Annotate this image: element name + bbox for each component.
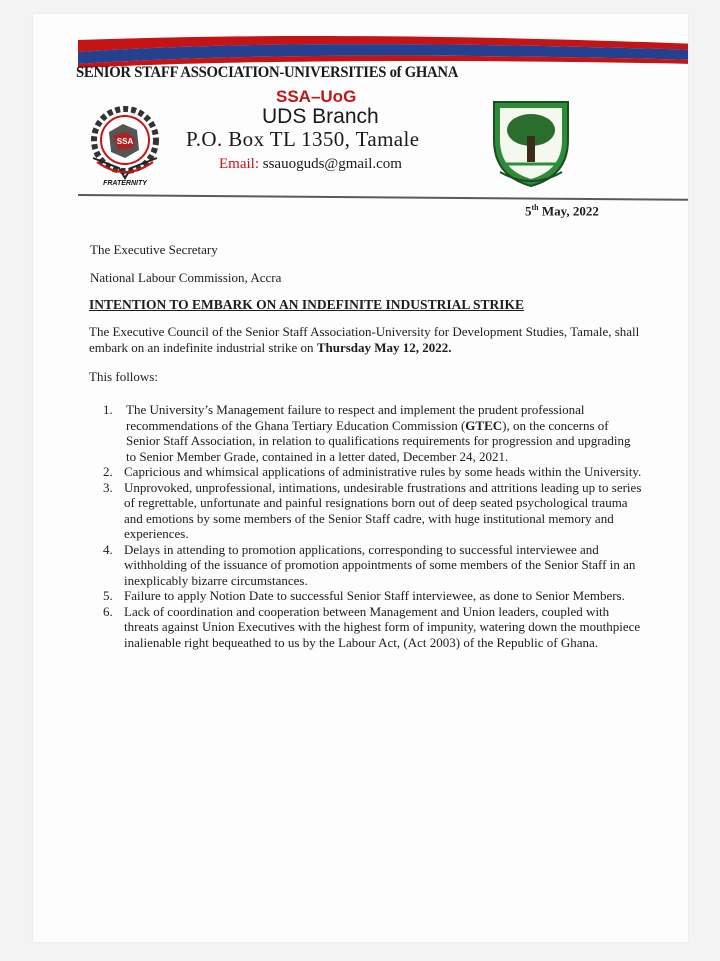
list-number: 6.	[103, 603, 113, 619]
email-address: ssauoguds@gmail.com	[262, 156, 402, 172]
email-line	[219, 156, 402, 173]
letter-page	[33, 14, 688, 942]
date-suffix: th	[531, 203, 539, 212]
branch-name: UDS Branch	[262, 105, 379, 128]
date-day: 5	[525, 203, 532, 219]
list-number: 1.	[103, 402, 113, 417]
recipient-organisation: National Labour Commission, Accra	[90, 270, 282, 285]
list-text-part: The University’s Management failure to respect and implement the prudent professional recommendations of the Ghana Tertiary Education Commission (	[126, 402, 585, 433]
list-item	[103, 480, 643, 542]
list-number: 5.	[103, 588, 113, 603]
letter-heading: INTENTION TO EMBARK ON AN INDEFINITE INDUSTRIAL STRIKE	[89, 297, 524, 312]
list-number: 3.	[103, 479, 113, 495]
list-number: 2.	[103, 464, 113, 479]
list-item	[103, 604, 643, 651]
intro-text: The Executive Council of the Senior Staff Association-University for Development Studies, Tamale, shall embark on an indefinite industrial strike on	[89, 324, 640, 355]
list-item	[103, 588, 643, 604]
list-text: Capricious and whimsical applications of administrative rules by some heads within the University.	[124, 464, 642, 479]
grievance-list	[103, 402, 643, 650]
list-text-bold: GTEC	[465, 417, 503, 433]
recipient-title: The Executive Secretary	[90, 242, 218, 257]
list-text: Unprovoked, unprofessional, intimations, undesirable frustrations and attritions leading up to series of regrettable, unfortunate and painful resignations born out of deep seated psychological trauma and emotions by some members of the Senior Staff cadre, with huge institutional memory and experiences.	[124, 479, 642, 541]
list-item	[103, 464, 643, 480]
letterhead-divider	[78, 194, 688, 201]
date-rest: May, 2022	[538, 203, 599, 219]
list-text: Delays in attending to promotion applications, corresponding to successful interviewee and withholding of the issuance of promotion appointments of some members of the Senior Staff in an inexplicably bizarre circumstances.	[124, 541, 636, 588]
list-text-part: ), on the concerns of Senior Staff Association, in relation to qualifications requirements for progression and upgrading to Senior Member Grade, contained in a letter dated, December 24, 2021.	[126, 417, 631, 464]
university-crest-logo	[486, 92, 576, 192]
association-logo	[79, 102, 171, 188]
list-number: 4.	[103, 541, 113, 557]
org-name: SENIOR STAFF ASSOCIATION-UNIVERSITIES of GHANA	[76, 64, 459, 81]
list-text: Lack of coordination and cooperation between Management and Union leaders, coupled with threats against Union Executives with the highest form of impunity, watering down the mouthpiece inalienable right bequeathed to us by the Labour Act, (Act 2003) of the Republic of Ghana.	[124, 603, 641, 650]
follows-line: This follows:	[89, 369, 158, 384]
po-box: P.O. Box TL 1350, Tamale	[186, 127, 420, 151]
list-text: Failure to apply Notion Date to successful Senior Staff interviewee, as done to Senior Members.	[124, 588, 625, 603]
email-label: Email:	[219, 156, 259, 172]
svg-text:FRATERNITY: FRATERNITY	[103, 180, 147, 187]
list-text	[124, 402, 643, 464]
svg-text:SSA: SSA	[116, 137, 134, 146]
intro-paragraph	[89, 324, 649, 355]
list-item	[103, 402, 643, 464]
letter-date	[525, 203, 599, 219]
strike-date: Thursday May 12, 2022.	[316, 339, 452, 355]
org-abbreviation: SSA–UoG	[276, 87, 357, 106]
list-item	[103, 542, 643, 589]
